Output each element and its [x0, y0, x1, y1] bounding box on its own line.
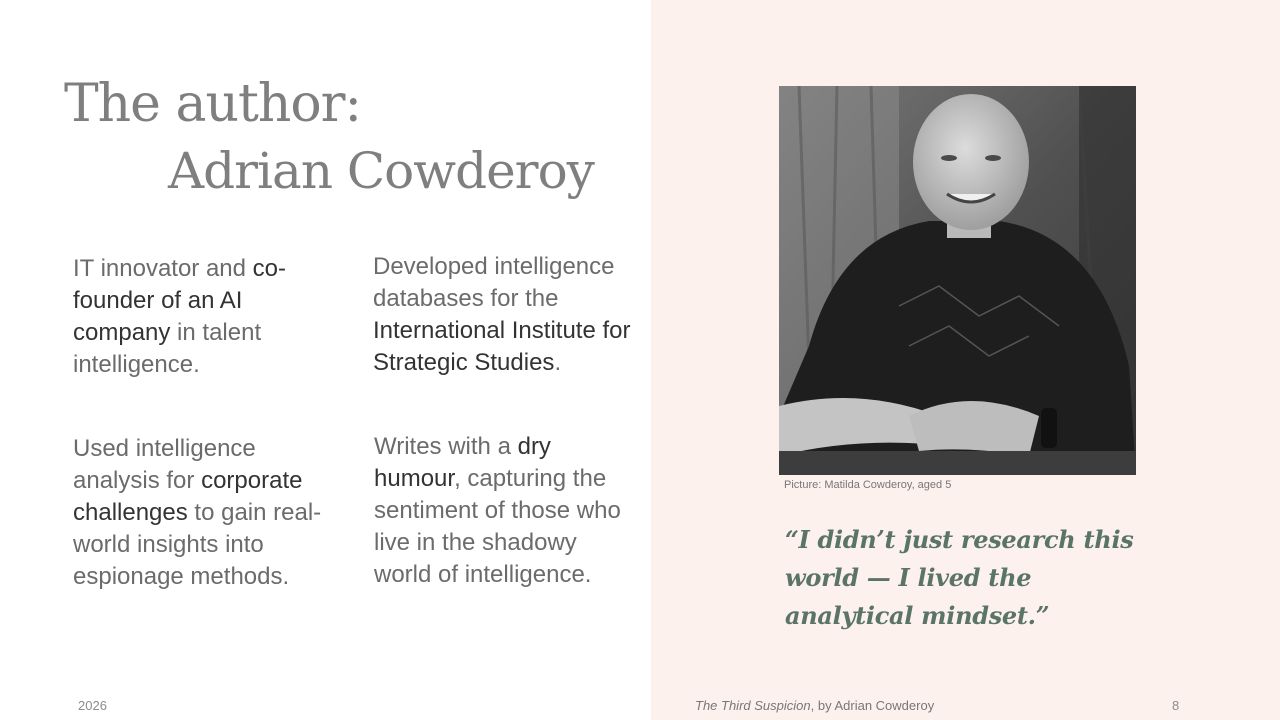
footer-book-title: The Third Suspicion	[695, 698, 811, 713]
footer-book-credit	[695, 698, 934, 713]
paragraph-emphasis: International Institute for Strategic Studies	[373, 317, 631, 376]
slide-title-line1: The author:	[64, 74, 362, 134]
bio-paragraph-iiss	[373, 251, 645, 379]
bio-paragraph-humour	[374, 431, 636, 591]
footer-page-number: 8	[1172, 698, 1180, 713]
bio-paragraph-corporate	[73, 433, 343, 593]
paragraph-text: to gain real-world insights into espionage methods.	[73, 499, 322, 590]
paragraph-text: , capturing the sentiment of those who live in the shadowy world of intelligence.	[374, 465, 621, 588]
footer-byline: , by Adrian Cowderoy	[810, 698, 935, 713]
paragraph-emphasis: co-founder of an AI company	[73, 255, 287, 346]
paragraph-text: in talent intelligence.	[73, 319, 262, 378]
photo-caption: Picture: Matilda Cowderoy, aged 5	[784, 479, 952, 491]
paragraph-text: .	[554, 349, 562, 376]
paragraph-text: Writes with a	[374, 433, 518, 460]
bio-paragraph-ai-company	[73, 253, 335, 381]
footer-year: 2026	[78, 698, 107, 713]
paragraph-emphasis: corporate challenges	[73, 467, 303, 526]
paragraph-text: Developed intelligence databases for the	[373, 253, 615, 312]
paragraph-text: Used intelligence analysis for	[73, 435, 256, 494]
author-quote: “I didn’t just research this world — I lived the analytical mindset.”	[785, 525, 1134, 630]
paragraph-text: IT innovator and	[73, 255, 253, 282]
author-portrait-image	[779, 86, 1136, 475]
author-photo	[779, 86, 1136, 475]
slide-title-line2: Adrian Cowderoy	[168, 142, 594, 200]
paragraph-emphasis: dry humour	[374, 433, 551, 492]
